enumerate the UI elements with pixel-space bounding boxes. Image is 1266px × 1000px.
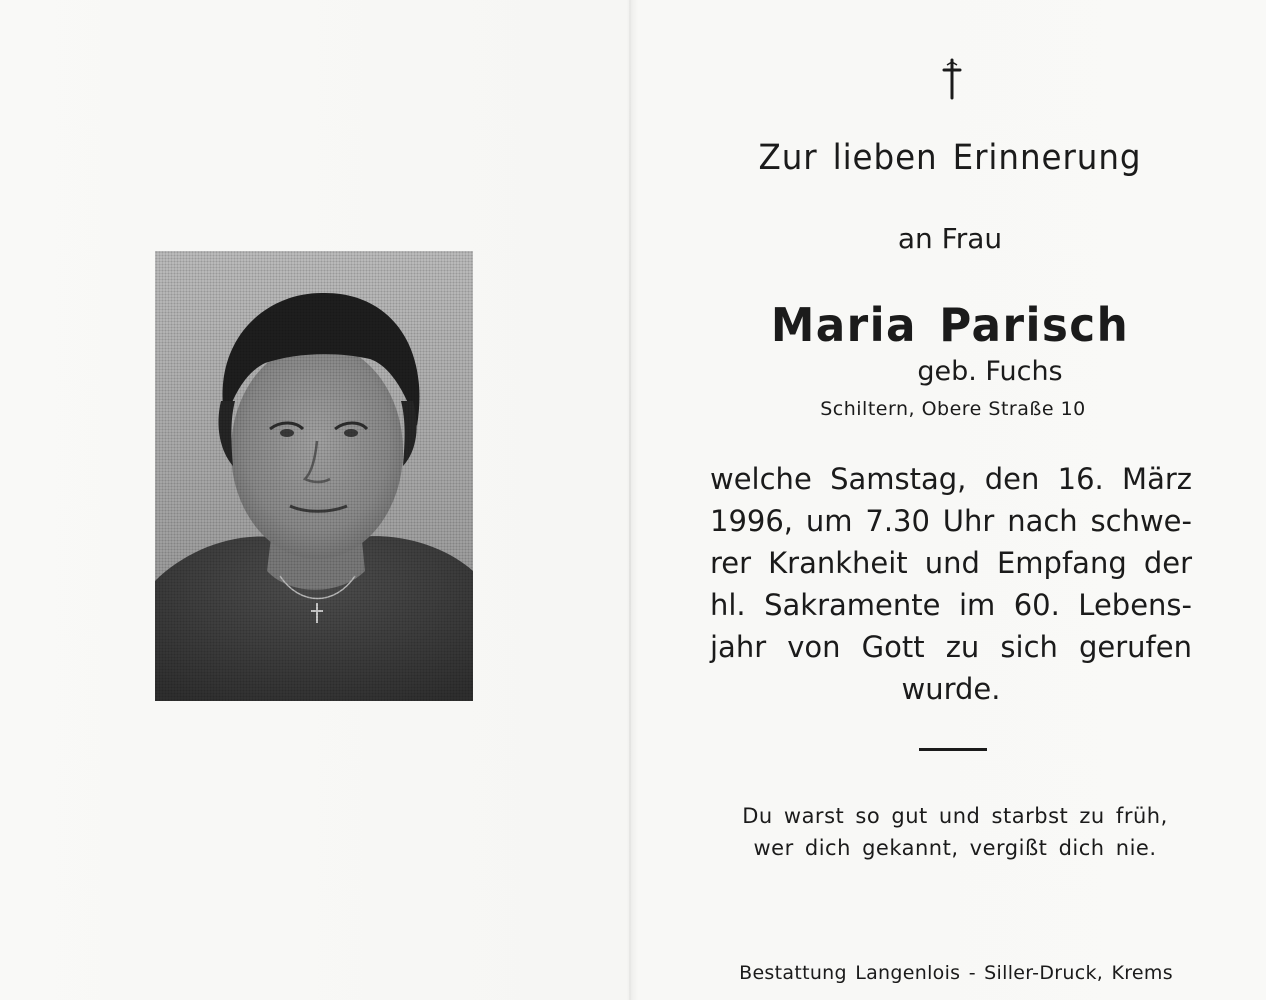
memorial-heading: Zur lieben Erinnerung: [758, 138, 1142, 178]
memorial-text-page: [700, 0, 1200, 1000]
verse-line: wer dich gekannt, vergißt dich nie.: [753, 836, 1157, 860]
death-notice-line: welche Samstag, den 16. März: [710, 462, 1192, 496]
card-fold: [629, 0, 631, 1000]
death-notice-line: jahr von Gott zu sich gerufen: [710, 630, 1192, 664]
cross-icon: [940, 58, 964, 100]
deceased-name: Maria Parisch: [770, 298, 1130, 352]
death-notice-line: rer Krankheit und Empfang der: [710, 546, 1192, 580]
death-notice-line: wurde.: [901, 672, 1001, 706]
divider-rule: [919, 748, 987, 751]
address: Schiltern, Obere Straße 10: [820, 398, 1086, 420]
death-notice-text: [710, 458, 1192, 710]
salutation: an Frau: [897, 222, 1003, 255]
portrait-illustration: [155, 251, 473, 701]
death-notice-line: hl. Sakramente im 60. Lebens-: [710, 588, 1192, 622]
verse-line: Du warst so gut und starbst zu früh,: [742, 804, 1168, 828]
memorial-verse: [740, 800, 1170, 864]
portrait-photo: [155, 251, 473, 701]
maiden-name: geb. Fuchs: [917, 356, 1063, 387]
printer-credit: Bestattung Langenlois - Siller-Druck, Krems: [739, 962, 1173, 984]
death-notice-line: 1996, um 7.30 Uhr nach schwe-: [710, 504, 1192, 538]
